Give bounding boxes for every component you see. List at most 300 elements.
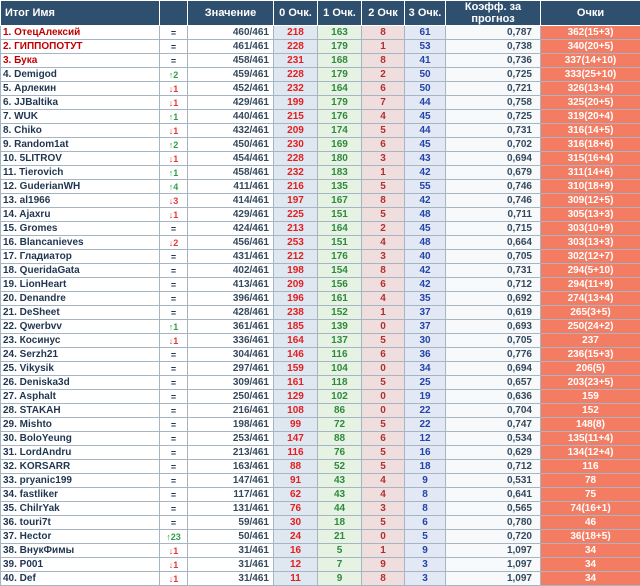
zero-points-count: 116 (274, 446, 318, 460)
player-name: 30. BoloYeung (1, 432, 160, 446)
predictions-value: 361/461 (188, 320, 274, 334)
two-points-count: 3 (362, 152, 405, 166)
position-change: = (160, 26, 188, 40)
predictions-value: 461/461 (188, 40, 274, 54)
zero-points-count: 11 (274, 572, 318, 586)
three-points-count: 40 (405, 250, 446, 264)
coefficient-value: 0,758 (446, 96, 541, 110)
total-score: 326(13+4) (541, 82, 640, 96)
coefficient-value: 1,097 (446, 572, 541, 586)
predictions-value: 50/461 (188, 530, 274, 544)
one-point-count: 43 (318, 474, 362, 488)
table-row (1, 306, 640, 320)
table-row (1, 236, 640, 250)
one-point-count: 154 (318, 264, 362, 278)
one-point-count: 72 (318, 418, 362, 432)
three-points-count: 34 (405, 362, 446, 376)
position-change: ↑4 (160, 180, 188, 194)
total-score: 274(13+4) (541, 292, 640, 306)
player-name: 26. Deniska3d (1, 376, 160, 390)
header-value: Значение (188, 1, 274, 26)
two-points-count: 4 (362, 488, 405, 502)
coefficient-value: 0,780 (446, 516, 541, 530)
one-point-count: 52 (318, 460, 362, 474)
player-name: 13. al1966 (1, 194, 160, 208)
table-row (1, 474, 640, 488)
table-row (1, 502, 640, 516)
two-points-count: 5 (362, 124, 405, 138)
total-score: 75 (541, 488, 640, 502)
total-score: 34 (541, 572, 640, 586)
position-change: = (160, 390, 188, 404)
table-row (1, 26, 640, 40)
three-points-count: 12 (405, 432, 446, 446)
three-points-count: 48 (405, 236, 446, 250)
one-point-count: 88 (318, 432, 362, 446)
player-name: 6. JJBaltika (1, 96, 160, 110)
table-row (1, 40, 640, 54)
zero-points-count: 230 (274, 138, 318, 152)
coefficient-value: 0,531 (446, 474, 541, 488)
zero-points-count: 198 (274, 264, 318, 278)
zero-points-count: 146 (274, 348, 318, 362)
zero-points-count: 88 (274, 460, 318, 474)
two-points-count: 3 (362, 502, 405, 516)
three-points-count: 42 (405, 194, 446, 208)
player-name: 29. Mishto (1, 418, 160, 432)
two-points-count: 5 (362, 460, 405, 474)
two-points-count: 1 (362, 544, 405, 558)
table-row (1, 362, 640, 376)
one-point-count: 21 (318, 530, 362, 544)
position-change: = (160, 54, 188, 68)
one-point-count: 86 (318, 404, 362, 418)
table-row (1, 54, 640, 68)
player-name: 21. DeSheet (1, 306, 160, 320)
three-points-count: 53 (405, 40, 446, 54)
one-point-count: 161 (318, 292, 362, 306)
predictions-value: 309/461 (188, 376, 274, 390)
table-row (1, 152, 640, 166)
three-points-count: 25 (405, 376, 446, 390)
total-score: 337(14+10) (541, 54, 640, 68)
coefficient-value: 0,787 (446, 26, 541, 40)
total-score: 316(18+6) (541, 138, 640, 152)
zero-points-count: 209 (274, 278, 318, 292)
player-name: 2. ГИППОПОТУТ (1, 40, 160, 54)
predictions-value: 429/461 (188, 96, 274, 110)
zero-points-count: 62 (274, 488, 318, 502)
player-name: 23. Косинус (1, 334, 160, 348)
header-two-points: 2 Очк (362, 1, 405, 26)
table-row (1, 264, 640, 278)
one-point-count: 179 (318, 96, 362, 110)
zero-points-count: 199 (274, 96, 318, 110)
total-score: 159 (541, 390, 640, 404)
two-points-count: 8 (362, 26, 405, 40)
predictions-value: 396/461 (188, 292, 274, 306)
one-point-count: 152 (318, 306, 362, 320)
predictions-value: 431/461 (188, 250, 274, 264)
zero-points-count: 216 (274, 180, 318, 194)
table-row (1, 110, 640, 124)
player-name: 22. Qwerbvv (1, 320, 160, 334)
coefficient-value: 0,731 (446, 124, 541, 138)
position-change: ↓1 (160, 152, 188, 166)
position-change: ↓1 (160, 334, 188, 348)
total-score: 206(5) (541, 362, 640, 376)
three-points-count: 8 (405, 502, 446, 516)
coefficient-value: 0,704 (446, 404, 541, 418)
one-point-count: 18 (318, 516, 362, 530)
table-row (1, 432, 640, 446)
total-score: 265(3+5) (541, 306, 640, 320)
one-point-count: 137 (318, 334, 362, 348)
predictions-value: 432/461 (188, 124, 274, 138)
predictions-value: 253/461 (188, 432, 274, 446)
coefficient-value: 0,715 (446, 222, 541, 236)
total-score: 294(5+10) (541, 264, 640, 278)
total-score: 362(15+3) (541, 26, 640, 40)
one-point-count: 151 (318, 236, 362, 250)
player-name: 15. Gromes (1, 222, 160, 236)
three-points-count: 50 (405, 68, 446, 82)
predictions-value: 31/461 (188, 572, 274, 586)
player-name: 28. STAKAH (1, 404, 160, 418)
table-row (1, 96, 640, 110)
coefficient-value: 0,694 (446, 362, 541, 376)
one-point-count: 179 (318, 68, 362, 82)
coefficient-value: 0,565 (446, 502, 541, 516)
coefficient-value: 0,746 (446, 194, 541, 208)
two-points-count: 5 (362, 516, 405, 530)
coefficient-value: 0,629 (446, 446, 541, 460)
zero-points-count: 91 (274, 474, 318, 488)
zero-points-count: 99 (274, 418, 318, 432)
two-points-count: 5 (362, 334, 405, 348)
three-points-count: 22 (405, 418, 446, 432)
position-change: ↑23 (160, 530, 188, 544)
zero-points-count: 232 (274, 166, 318, 180)
predictions-value: 456/461 (188, 236, 274, 250)
table-row (1, 460, 640, 474)
player-name: 5. Арлекин (1, 82, 160, 96)
position-change: = (160, 474, 188, 488)
player-name: 17. Гладиатор (1, 250, 160, 264)
three-points-count: 45 (405, 110, 446, 124)
table-row (1, 544, 640, 558)
one-point-count: 176 (318, 250, 362, 264)
predictions-value: 459/461 (188, 68, 274, 82)
three-points-count: 22 (405, 404, 446, 418)
total-score: 310(18+9) (541, 180, 640, 194)
zero-points-count: 196 (274, 292, 318, 306)
one-point-count: 76 (318, 446, 362, 460)
three-points-count: 45 (405, 222, 446, 236)
predictions-value: 31/461 (188, 558, 274, 572)
total-score: 319(20+4) (541, 110, 640, 124)
header-name: Итог Имя (1, 1, 160, 26)
three-points-count: 42 (405, 278, 446, 292)
coefficient-value: 0,705 (446, 334, 541, 348)
table-row (1, 180, 640, 194)
one-point-count: 167 (318, 194, 362, 208)
table-row (1, 82, 640, 96)
three-points-count: 42 (405, 166, 446, 180)
two-points-count: 8 (362, 572, 405, 586)
player-name: 31. LordAndru (1, 446, 160, 460)
header-score: Очки (541, 1, 640, 26)
two-points-count: 5 (362, 208, 405, 222)
player-name: 10. 5LITROV (1, 152, 160, 166)
position-change: = (160, 488, 188, 502)
header-coefficient: Коэфф. за прогноз (446, 1, 541, 26)
predictions-value: 336/461 (188, 334, 274, 348)
predictions-value: 31/461 (188, 544, 274, 558)
coefficient-value: 0,720 (446, 530, 541, 544)
coefficient-value: 0,705 (446, 250, 541, 264)
header-zero-points: 0 Очк. (274, 1, 318, 26)
three-points-count: 35 (405, 292, 446, 306)
two-points-count: 5 (362, 446, 405, 460)
table-row (1, 404, 640, 418)
one-point-count: 5 (318, 544, 362, 558)
position-change: ↓1 (160, 208, 188, 222)
total-score: 36(18+5) (541, 530, 640, 544)
zero-points-count: 30 (274, 516, 318, 530)
player-name: 35. ChilrYak (1, 502, 160, 516)
predictions-value: 297/461 (188, 362, 274, 376)
total-score: 236(15+3) (541, 348, 640, 362)
total-score: 116 (541, 460, 640, 474)
one-point-count: 104 (318, 362, 362, 376)
table-body (1, 26, 640, 586)
one-point-count: 9 (318, 572, 362, 586)
table-row (1, 446, 640, 460)
predictions-value: 131/461 (188, 502, 274, 516)
two-points-count: 1 (362, 306, 405, 320)
table-row (1, 334, 640, 348)
position-change: = (160, 446, 188, 460)
coefficient-value: 0,712 (446, 278, 541, 292)
position-change: ↓1 (160, 96, 188, 110)
three-points-count: 3 (405, 572, 446, 586)
coefficient-value: 0,694 (446, 152, 541, 166)
zero-points-count: 164 (274, 334, 318, 348)
coefficient-value: 0,738 (446, 40, 541, 54)
coefficient-value: 0,721 (446, 82, 541, 96)
predictions-value: 250/461 (188, 390, 274, 404)
total-score: 46 (541, 516, 640, 530)
table-row (1, 390, 640, 404)
predictions-value: 411/461 (188, 180, 274, 194)
table-row (1, 194, 640, 208)
one-point-count: 156 (318, 278, 362, 292)
three-points-count: 19 (405, 390, 446, 404)
table-row (1, 222, 640, 236)
total-score: 294(11+9) (541, 278, 640, 292)
coefficient-value: 1,097 (446, 544, 541, 558)
player-name: 33. pryanic199 (1, 474, 160, 488)
predictions-value: 429/461 (188, 208, 274, 222)
one-point-count: 164 (318, 82, 362, 96)
one-point-count: 116 (318, 348, 362, 362)
coefficient-value: 0,747 (446, 418, 541, 432)
predictions-value: 163/461 (188, 460, 274, 474)
predictions-value: 424/461 (188, 222, 274, 236)
one-point-count: 179 (318, 40, 362, 54)
zero-points-count: 159 (274, 362, 318, 376)
total-score: 309(12+5) (541, 194, 640, 208)
coefficient-value: 0,679 (446, 166, 541, 180)
position-change: = (160, 516, 188, 530)
player-name: 38. ВнукФимы (1, 544, 160, 558)
total-score: 237 (541, 334, 640, 348)
table-row (1, 558, 640, 572)
table-row (1, 250, 640, 264)
coefficient-value: 0,534 (446, 432, 541, 446)
two-points-count: 8 (362, 264, 405, 278)
position-change: = (160, 250, 188, 264)
total-score: 152 (541, 404, 640, 418)
predictions-value: 454/461 (188, 152, 274, 166)
position-change: = (160, 418, 188, 432)
header-one-point: 1 Очк. (318, 1, 362, 26)
position-change: = (160, 222, 188, 236)
total-score: 203(23+5) (541, 376, 640, 390)
coefficient-value: 0,702 (446, 138, 541, 152)
one-point-count: 118 (318, 376, 362, 390)
three-points-count: 37 (405, 320, 446, 334)
zero-points-count: 129 (274, 390, 318, 404)
zero-points-count: 213 (274, 222, 318, 236)
position-change: = (160, 306, 188, 320)
three-points-count: 36 (405, 348, 446, 362)
position-change: ↑2 (160, 138, 188, 152)
one-point-count: 139 (318, 320, 362, 334)
zero-points-count: 215 (274, 110, 318, 124)
zero-points-count: 12 (274, 558, 318, 572)
total-score: 250(24+2) (541, 320, 640, 334)
two-points-count: 5 (362, 418, 405, 432)
two-points-count: 5 (362, 376, 405, 390)
position-change: ↑1 (160, 166, 188, 180)
total-score: 315(16+4) (541, 152, 640, 166)
zero-points-count: 232 (274, 82, 318, 96)
position-change: ↓1 (160, 124, 188, 138)
one-point-count: 169 (318, 138, 362, 152)
three-points-count: 9 (405, 544, 446, 558)
position-change: ↓1 (160, 82, 188, 96)
zero-points-count: 76 (274, 502, 318, 516)
table-row (1, 418, 640, 432)
one-point-count: 43 (318, 488, 362, 502)
position-change: ↑1 (160, 110, 188, 124)
two-points-count: 0 (362, 320, 405, 334)
total-score: 74(16+1) (541, 502, 640, 516)
predictions-value: 216/461 (188, 404, 274, 418)
position-change: = (160, 292, 188, 306)
position-change: = (160, 502, 188, 516)
player-name: 19. LionHeart (1, 278, 160, 292)
total-score: 78 (541, 474, 640, 488)
position-change: ↓1 (160, 572, 188, 586)
position-change: = (160, 432, 188, 446)
zero-points-count: 228 (274, 68, 318, 82)
coefficient-value: 0,641 (446, 488, 541, 502)
three-points-count: 6 (405, 516, 446, 530)
two-points-count: 8 (362, 194, 405, 208)
header-trend (160, 1, 188, 26)
total-score: 148(8) (541, 418, 640, 432)
two-points-count: 0 (362, 530, 405, 544)
two-points-count: 5 (362, 180, 405, 194)
predictions-value: 402/461 (188, 264, 274, 278)
player-name: 34. fastliker (1, 488, 160, 502)
zero-points-count: 228 (274, 152, 318, 166)
player-name: 12. GuderianWH (1, 180, 160, 194)
three-points-count: 9 (405, 474, 446, 488)
total-score: 34 (541, 558, 640, 572)
predictions-value: 198/461 (188, 418, 274, 432)
predictions-value: 458/461 (188, 54, 274, 68)
total-score: 305(13+3) (541, 208, 640, 222)
player-name: 1. ОтецАлексий (1, 26, 160, 40)
three-points-count: 37 (405, 306, 446, 320)
total-score: 303(10+9) (541, 222, 640, 236)
table-row (1, 124, 640, 138)
player-name: 20. Denandre (1, 292, 160, 306)
table-row (1, 278, 640, 292)
player-name: 3. Бука (1, 54, 160, 68)
three-points-count: 55 (405, 180, 446, 194)
one-point-count: 176 (318, 110, 362, 124)
two-points-count: 6 (362, 82, 405, 96)
predictions-value: 304/461 (188, 348, 274, 362)
two-points-count: 4 (362, 292, 405, 306)
two-points-count: 6 (362, 138, 405, 152)
position-change: = (160, 460, 188, 474)
two-points-count: 3 (362, 250, 405, 264)
three-points-count: 30 (405, 334, 446, 348)
player-name: 39. P001 (1, 558, 160, 572)
position-change: ↓2 (160, 236, 188, 250)
zero-points-count: 24 (274, 530, 318, 544)
coefficient-value: 0,693 (446, 320, 541, 334)
three-points-count: 44 (405, 96, 446, 110)
zero-points-count: 238 (274, 306, 318, 320)
predictions-value: 147/461 (188, 474, 274, 488)
predictions-value: 414/461 (188, 194, 274, 208)
predictions-value: 213/461 (188, 446, 274, 460)
player-name: 36. touri7t (1, 516, 160, 530)
position-change: = (160, 348, 188, 362)
zero-points-count: 228 (274, 40, 318, 54)
position-change: = (160, 376, 188, 390)
predictions-value: 413/461 (188, 278, 274, 292)
coefficient-value: 0,711 (446, 208, 541, 222)
one-point-count: 163 (318, 26, 362, 40)
player-name: 8. Chiko (1, 124, 160, 138)
two-points-count: 0 (362, 362, 405, 376)
position-change: ↑1 (160, 320, 188, 334)
coefficient-value: 0,692 (446, 292, 541, 306)
one-point-count: 44 (318, 502, 362, 516)
position-change: = (160, 40, 188, 54)
three-points-count: 48 (405, 208, 446, 222)
predictions-value: 452/461 (188, 82, 274, 96)
table-row (1, 292, 640, 306)
